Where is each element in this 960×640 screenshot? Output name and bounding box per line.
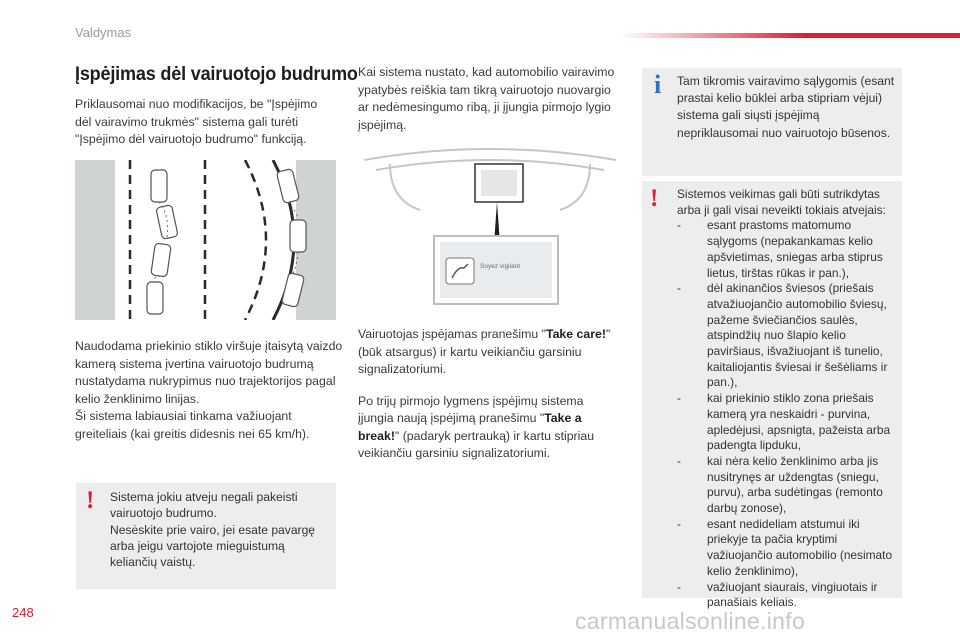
list-dash: - bbox=[677, 453, 681, 468]
take-care-label: Take care! bbox=[546, 327, 606, 341]
warning-box-2-text bbox=[677, 187, 899, 611]
list-dash: - bbox=[677, 218, 681, 233]
display-message: Soyez vigilant bbox=[480, 263, 521, 270]
take-care-paragraph bbox=[358, 326, 620, 379]
list-dash: - bbox=[677, 281, 681, 296]
detection-paragraph: Kai sistema nustato, kad automobilio vairavimo ypatybės reiškia tam tikrą vairuotojo nuovargio ar nedėmesingumo ribą, ji įjungia pirmojo lygio įspėjimą. bbox=[358, 65, 615, 132]
col1-body bbox=[75, 338, 343, 443]
conditions-intro: Sistemos veikimas gali būti sutrikdytas arba ji gali visai neveikti tokiais atvejais: bbox=[677, 187, 886, 217]
warning-box-1-text bbox=[110, 489, 325, 570]
lane-illustration bbox=[75, 160, 336, 320]
warning-box-2 bbox=[642, 181, 902, 610]
list-item-text: važiuojant siaurais, vingiuotais ir panašiais keliais. bbox=[707, 579, 878, 610]
list-dash: - bbox=[677, 516, 681, 531]
take-break-paragraph bbox=[358, 393, 620, 463]
dashboard-illustration bbox=[360, 140, 620, 310]
warning-line-2: Nesėskite prie vairo, jei esate pavargę arba jeigu vartojote mieguistumą keliančių vaistų. bbox=[110, 522, 316, 570]
warning-line-1: Sistema jokiu atveju negali pakeisti vairuotojo budrumo. bbox=[110, 490, 298, 521]
list-item bbox=[677, 517, 899, 580]
list-dash: - bbox=[677, 579, 681, 594]
camera-paragraph: Naudodama priekinio stiklo viršuje įtaisytą vaizdo kamerą sistema įvertina vairuotojo budrumą nustatydama nukrypimus nuo trajektorijos pagal kelio ženklinimo linijas. bbox=[75, 339, 343, 406]
list-item bbox=[677, 454, 899, 517]
list-item bbox=[677, 218, 899, 281]
list-item-text: dėl akinančios šviesos (priešais atvažiuojančio automobilio šviesų, pažeme šviečiančios saulės, atspindžių nuo šlapio kelio paviršiaus, išvažiuojant iš tunelio, kaitaliojantis šviesai ir šešėliams ir pan.), bbox=[707, 281, 888, 390]
text-span: " (būk atsargus) ir kartu veikiančiu garsiniu signalizatoriumi. bbox=[358, 327, 611, 376]
list-item bbox=[677, 391, 899, 454]
section-label: Valdymas bbox=[75, 25, 132, 40]
warning-box-1 bbox=[76, 483, 336, 589]
col2-body bbox=[358, 326, 620, 477]
take-break-label: Take a break! bbox=[358, 411, 582, 443]
list-dash: - bbox=[677, 391, 681, 406]
info-box bbox=[642, 68, 902, 176]
text-span: Vairuotojas įspėjamas pranešimu " bbox=[358, 327, 546, 341]
intro-paragraph: Priklausomai nuo modifikacijos, be "Įspėjimo dėl vairavimo trukmės" sistema gali turėti "Įspėjimo dėl vairuotojo budrumo" funkciją. bbox=[75, 97, 318, 146]
page-number: 248 bbox=[12, 605, 34, 620]
list-item-text: kai nėra kelio ženklinimo arba jis nusitrynęs ar uždengtas (sniegu, purvu), arba sudėtingas (remonto darbų zonose), bbox=[707, 453, 883, 516]
text-span: Po trijų pirmojo lygmens įspėjimų sistema įjungia naują įspėjimą pranešimu " bbox=[358, 393, 584, 425]
warning-icon: ! bbox=[650, 185, 659, 212]
speed-paragraph: Ši sistema labiausiai tinkama važiuojant greiteliais (kai greitis didesnis nei 65 km/h). bbox=[75, 409, 310, 441]
watermark: carmanualsonline.info bbox=[575, 608, 806, 634]
text-span: " (padaryk pertrauką) ir kartu stipriau veikiančiu garsiniu signalizatoriumi. bbox=[358, 428, 595, 460]
col2-intro bbox=[358, 64, 618, 134]
info-icon: i bbox=[654, 70, 662, 99]
list-item bbox=[677, 580, 899, 611]
list-item bbox=[677, 281, 899, 391]
page-title: Įspėjimas dėl vairuotojo budrumo bbox=[75, 64, 358, 85]
intro-text bbox=[75, 96, 335, 163]
list-item-text: esant nedideliam atstumui iki priekyje ta pačia kryptimi važiuojančio automobilio (nesimato kelio ženklinimo), bbox=[707, 516, 893, 578]
list-item-text: kai priekinio stiklo zona priešais kamerą yra neskaidri - purvina, apledėjusi, apsnigta, pažeista arba padengta lipduku, bbox=[707, 391, 891, 453]
header-accent-bar bbox=[620, 33, 960, 38]
info-box-text: Tam tikromis vairavimo sąlygomis (esant prastai kelio būklei arba stipriam vėjui) sistema gali siųsti įspėjimą nepriklausomai nuo vairuotojo būsenos. bbox=[677, 74, 895, 140]
warning-icon: ! bbox=[86, 487, 95, 514]
list-item-text: esant prastoms matomumo sąlygoms (nepakankamas kelio apšvietimas, sniegas arba stiprus lietus, tirštas rūkas ir pan.), bbox=[707, 218, 883, 280]
